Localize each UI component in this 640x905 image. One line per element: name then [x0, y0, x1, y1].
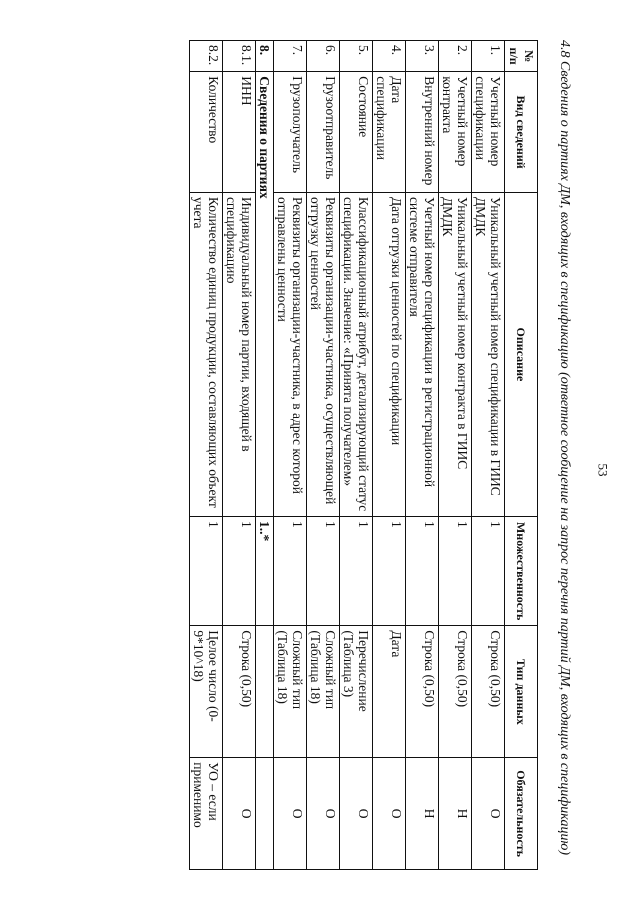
cell-required: [256, 758, 274, 870]
cell-multiplicity: 1: [373, 516, 406, 625]
cell-name: Внутренний номер: [406, 72, 439, 193]
cell-required: О: [373, 758, 406, 870]
cell-description: Количество единиц продукции, составляющих объект учета: [190, 192, 223, 516]
cell-required: О: [340, 758, 373, 870]
cell-multiplicity: 1: [223, 516, 256, 625]
cell-multiplicity: 1: [406, 516, 439, 625]
cell-name: Состояние: [340, 72, 373, 193]
cell-name: Количество: [190, 72, 223, 193]
cell-data-type: Сложный тип (Таблица 18): [307, 626, 340, 758]
cell-num: 2.: [439, 41, 472, 72]
cell-multiplicity: 1..*: [256, 516, 274, 625]
header-multiplicity: Множественность: [505, 516, 538, 625]
spec-batches-table: [189, 40, 538, 870]
cell-description: Уникальный учетный номер контракта в ГИИС ДМДК: [439, 192, 472, 516]
cell-data-type: Перечисление (Таблица 3): [340, 626, 373, 758]
cell-required: О: [307, 758, 340, 870]
header-description: Описание: [505, 192, 538, 516]
cell-num: 4.: [373, 41, 406, 72]
cell-section-title: Сведения о партиях: [256, 72, 274, 517]
table-header-row: [505, 41, 538, 870]
cell-description: Учетный номер спецификации в регистрационной системе отправителя: [406, 192, 439, 516]
cell-multiplicity: 1: [307, 516, 340, 625]
cell-multiplicity: 1: [274, 516, 307, 625]
table-row: [223, 41, 256, 870]
cell-data-type: Целое число (0-9*10^18): [190, 626, 223, 758]
rotated-page-content: [52, 40, 572, 870]
cell-multiplicity: 1: [190, 516, 223, 625]
page-number: 53: [595, 463, 611, 477]
table-row: [439, 41, 472, 870]
cell-num: 8.: [256, 41, 274, 72]
cell-data-type: Строка (0,50): [406, 626, 439, 758]
cell-num: 1.: [472, 41, 505, 72]
cell-num: 5.: [340, 41, 373, 72]
cell-multiplicity: 1: [439, 516, 472, 625]
cell-data-type: Строка (0,50): [439, 626, 472, 758]
cell-data-type: Строка (0,50): [472, 626, 505, 758]
cell-description: Уникальный учетный номер спецификации в ГИИС ДМДК: [472, 192, 505, 516]
cell-num: 6.: [307, 41, 340, 72]
cell-required: О: [472, 758, 505, 870]
cell-name: Учетный номер спецификации: [472, 72, 505, 193]
cell-required: О: [223, 758, 256, 870]
cell-data-type: Сложный тип (Таблица 18): [274, 626, 307, 758]
cell-required: О: [274, 758, 307, 870]
cell-data-type: [256, 626, 274, 758]
cell-description: Реквизиты организации-участника, осуществляющей отгрузку ценностей: [307, 192, 340, 516]
header-name: Вид сведений: [505, 72, 538, 193]
cell-num: 8.2.: [190, 41, 223, 72]
table-row: [373, 41, 406, 870]
cell-name: Грузоотправитель: [307, 72, 340, 193]
cell-description: Классификационный атрибут, детализирующий статус спецификации. Значение: «Принята получателем»: [340, 192, 373, 516]
cell-multiplicity: 1: [340, 516, 373, 625]
table-row: [190, 41, 223, 870]
cell-num: 7.: [274, 41, 307, 72]
cell-required: Н: [439, 758, 472, 870]
cell-description: Дата отгрузки ценностей по спецификации: [373, 192, 406, 516]
cell-description: Индивидуальный номер партии, входящей в спецификацию: [223, 192, 256, 516]
cell-description: Реквизиты организации-участника, в адрес которой отправлены ценности: [274, 192, 307, 516]
cell-data-type: Строка (0,50): [223, 626, 256, 758]
table-row: [340, 41, 373, 870]
cell-num: 8.1.: [223, 41, 256, 72]
table-row: [406, 41, 439, 870]
header-required: Обязательность: [505, 758, 538, 870]
table-row: [274, 41, 307, 870]
cell-name: Грузополучатель: [274, 72, 307, 193]
cell-name: Учетный номер контракта: [439, 72, 472, 193]
cell-required: УО – если применимо: [190, 758, 223, 870]
cell-required: Н: [406, 758, 439, 870]
cell-num: 3.: [406, 41, 439, 72]
cell-multiplicity: 1: [472, 516, 505, 625]
section-heading: 4.8 Сведения о партиях ДМ, входящих в спецификацию (ответное сообщение на запрос перечня партий ДМ, входящих в спецификацию): [557, 40, 572, 856]
cell-data-type: Дата: [373, 626, 406, 758]
table-row: [472, 41, 505, 870]
table-section-row: [256, 41, 274, 870]
header-num: № п/п: [505, 41, 538, 72]
header-data-type: Тип данных: [505, 626, 538, 758]
table-row: [307, 41, 340, 870]
cell-name: ИНН: [223, 72, 256, 193]
cell-name: Дата спецификации: [373, 72, 406, 193]
